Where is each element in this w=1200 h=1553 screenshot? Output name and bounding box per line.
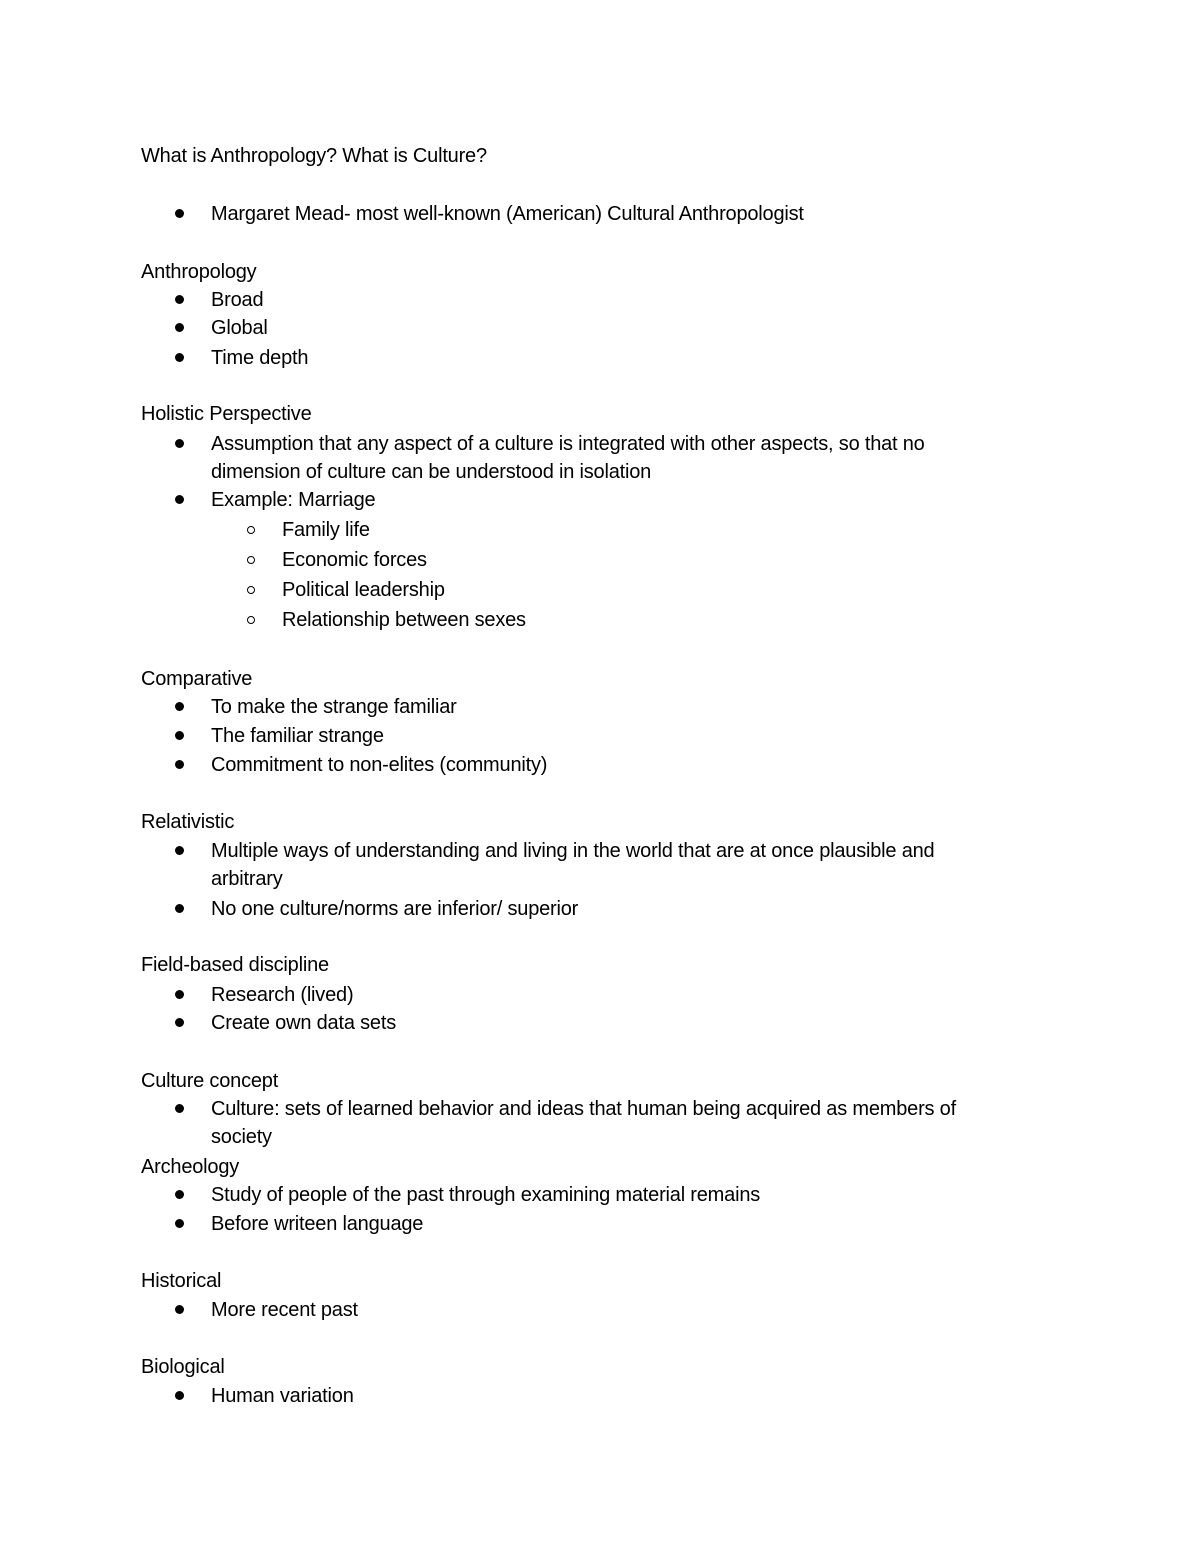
sub-list-item: Family life bbox=[282, 519, 370, 541]
bullet-icon bbox=[175, 904, 184, 913]
list-item: Time depth bbox=[211, 347, 309, 369]
bullet-icon bbox=[175, 439, 184, 448]
list-item: Example: Marriage bbox=[211, 489, 376, 511]
section-heading-biological: Biological bbox=[141, 1356, 225, 1378]
list-item: No one culture/norms are inferior/ superior bbox=[211, 898, 579, 920]
bullet-icon bbox=[175, 702, 184, 711]
sub-bullet-icon bbox=[247, 556, 255, 564]
section-heading-anthropology: Anthropology bbox=[141, 261, 257, 283]
section-heading-relativistic: Relativistic bbox=[141, 811, 235, 833]
list-item: More recent past bbox=[211, 1299, 358, 1321]
page-title: What is Anthropology? What is Culture? bbox=[141, 145, 487, 167]
bullet-icon bbox=[175, 295, 184, 304]
bullet-icon bbox=[175, 760, 184, 769]
list-item: Global bbox=[211, 317, 268, 339]
sub-list-item: Economic forces bbox=[282, 549, 427, 571]
section-heading-holistic: Holistic Perspective bbox=[141, 403, 312, 425]
sub-bullet-icon bbox=[247, 616, 255, 624]
bullet-icon bbox=[175, 353, 184, 362]
section-heading-archeology: Archeology bbox=[141, 1156, 240, 1178]
list-item: To make the strange familiar bbox=[211, 696, 457, 718]
section-heading-comparative: Comparative bbox=[141, 668, 253, 690]
sub-bullet-icon bbox=[247, 586, 255, 594]
list-item: Broad bbox=[211, 289, 264, 311]
bullet-icon bbox=[175, 495, 184, 504]
bullet-icon bbox=[175, 731, 184, 740]
section-heading-culture-concept: Culture concept bbox=[141, 1070, 279, 1092]
sub-list-item: Relationship between sexes bbox=[282, 609, 526, 631]
bullet-icon bbox=[175, 1305, 184, 1314]
list-item-continuation: dimension of culture can be understood in isolation bbox=[211, 461, 652, 483]
list-item: Research (lived) bbox=[211, 984, 354, 1006]
list-item: Assumption that any aspect of a culture is integrated with other aspects, so that no bbox=[211, 433, 925, 455]
list-item: Study of people of the past through examining material remains bbox=[211, 1184, 761, 1206]
sub-list-item: Political leadership bbox=[282, 579, 445, 601]
list-item: Commitment to non-elites (community) bbox=[211, 754, 548, 776]
bullet-icon bbox=[175, 1018, 184, 1027]
list-item: Create own data sets bbox=[211, 1012, 396, 1034]
sub-bullet-icon bbox=[247, 526, 255, 534]
bullet-icon bbox=[175, 846, 184, 855]
bullet-icon bbox=[175, 209, 184, 218]
section-heading-field: Field-based discipline bbox=[141, 954, 329, 976]
list-item: Multiple ways of understanding and living in the world that are at once plausible and bbox=[211, 840, 935, 862]
bullet-icon bbox=[175, 1219, 184, 1228]
section-heading-historical: Historical bbox=[141, 1270, 222, 1292]
bullet-icon bbox=[175, 990, 184, 999]
list-item: Before writeen language bbox=[211, 1213, 424, 1235]
list-item-continuation: arbitrary bbox=[211, 868, 283, 890]
bullet-icon bbox=[175, 1391, 184, 1400]
bullet-icon bbox=[175, 323, 184, 332]
list-item: Human variation bbox=[211, 1385, 354, 1407]
list-item: Margaret Mead- most well-known (American) Cultural Anthropologist bbox=[211, 203, 804, 225]
list-item: The familiar strange bbox=[211, 725, 384, 747]
bullet-icon bbox=[175, 1190, 184, 1199]
bullet-icon bbox=[175, 1104, 184, 1113]
list-item-continuation: society bbox=[211, 1126, 272, 1148]
list-item: Culture: sets of learned behavior and ideas that human being acquired as members of bbox=[211, 1098, 956, 1120]
